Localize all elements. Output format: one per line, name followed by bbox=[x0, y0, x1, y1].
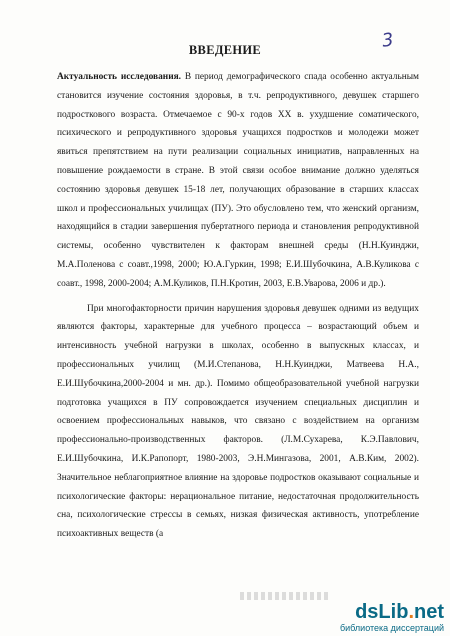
paragraph-heading: Актуальность исследования. bbox=[57, 72, 182, 82]
handwritten-page-number: 3 bbox=[380, 29, 395, 52]
watermark-tld: net bbox=[414, 601, 444, 623]
paragraph-text: В период демографического спада особенно актуальным становится изучение состояния здоровья, в т.ч. репродуктивного, девушек старшего подросткового возраста. Отмечаемое с 90-х годов XX в. ухудшение соматического, психического и репродуктивного здоровья учащихся подростков и молодежи может явиться препятствием на пути реализации социальных инициатив, направленных на повышение рождаемости в стране. В этой связи особое внимание должно уделяться состоянию здоровья девушек 15-18 лет, получающих образование в старших классах школ и профессиональных училищах (ПУ). Это обусловлено тем, что женский организм, находящийся в стадии завершения пубертатного периода и становления репродуктивной системы, особенно чувствителен к факторам внешней среды (Н.Н.Куинджи, М.А.Поленова с соавт.,1998, 2000; Ю.А.Гуркин, 1998; Е.И.Шубочкина, А.В.Куликова с соавт., 1998, 2000-2004; А.М.Куликов, П.Н.Кротин, 2003, Е.В.Уварова, 2006 и др.). bbox=[57, 72, 419, 289]
watermark-brand: dsLib bbox=[355, 601, 409, 623]
watermark-subtitle: библиотека диссертаций bbox=[339, 623, 444, 633]
paragraph-factors: При многофакторности причин нарушения здоровья девушек одними из ведущих являются факторы, характерные для учебного процесса – возрастающий объем и интенсивность учебной нагрузки в школах, особенно в выпускных классах, и профессиональных училищ (М.И.Степанова, Н.Н.Куинджи, Матвеева Н.А., Е.И.Шубочкина,2000-2004 и мн. др.). Помимо общеобразовательной учебной нагрузки подготовка учащихся в ПУ сопровождается изучением специальных дисциплин и освоением профессиональных навыков, что связано с воздействием на организм профессионально-производственных факторов. (Л.М.Сухарева, К.Э.Павлович, Е.И.Шубочкина, И.К.Рапопорт, 1980-2003, Э.Н.Мингазова, 2001, А.В.Ким, 2002). Значительное неблагоприятное влияние на здоровье подростков оказывают социальные и психологические факторы: нерациональное питание, недостаточная продолжительность сна, психологические стрессы в семьях, низкая физическая активность, употребление психоактивных веществ (а bbox=[57, 303, 419, 540]
watermark-shadow bbox=[240, 592, 330, 600]
document-body bbox=[57, 68, 419, 544]
paragraph-relevance bbox=[57, 68, 419, 294]
section-title: ВВЕДЕНИЕ bbox=[188, 43, 262, 57]
watermark-logo bbox=[340, 601, 444, 633]
watermark-dot: . bbox=[408, 601, 414, 623]
